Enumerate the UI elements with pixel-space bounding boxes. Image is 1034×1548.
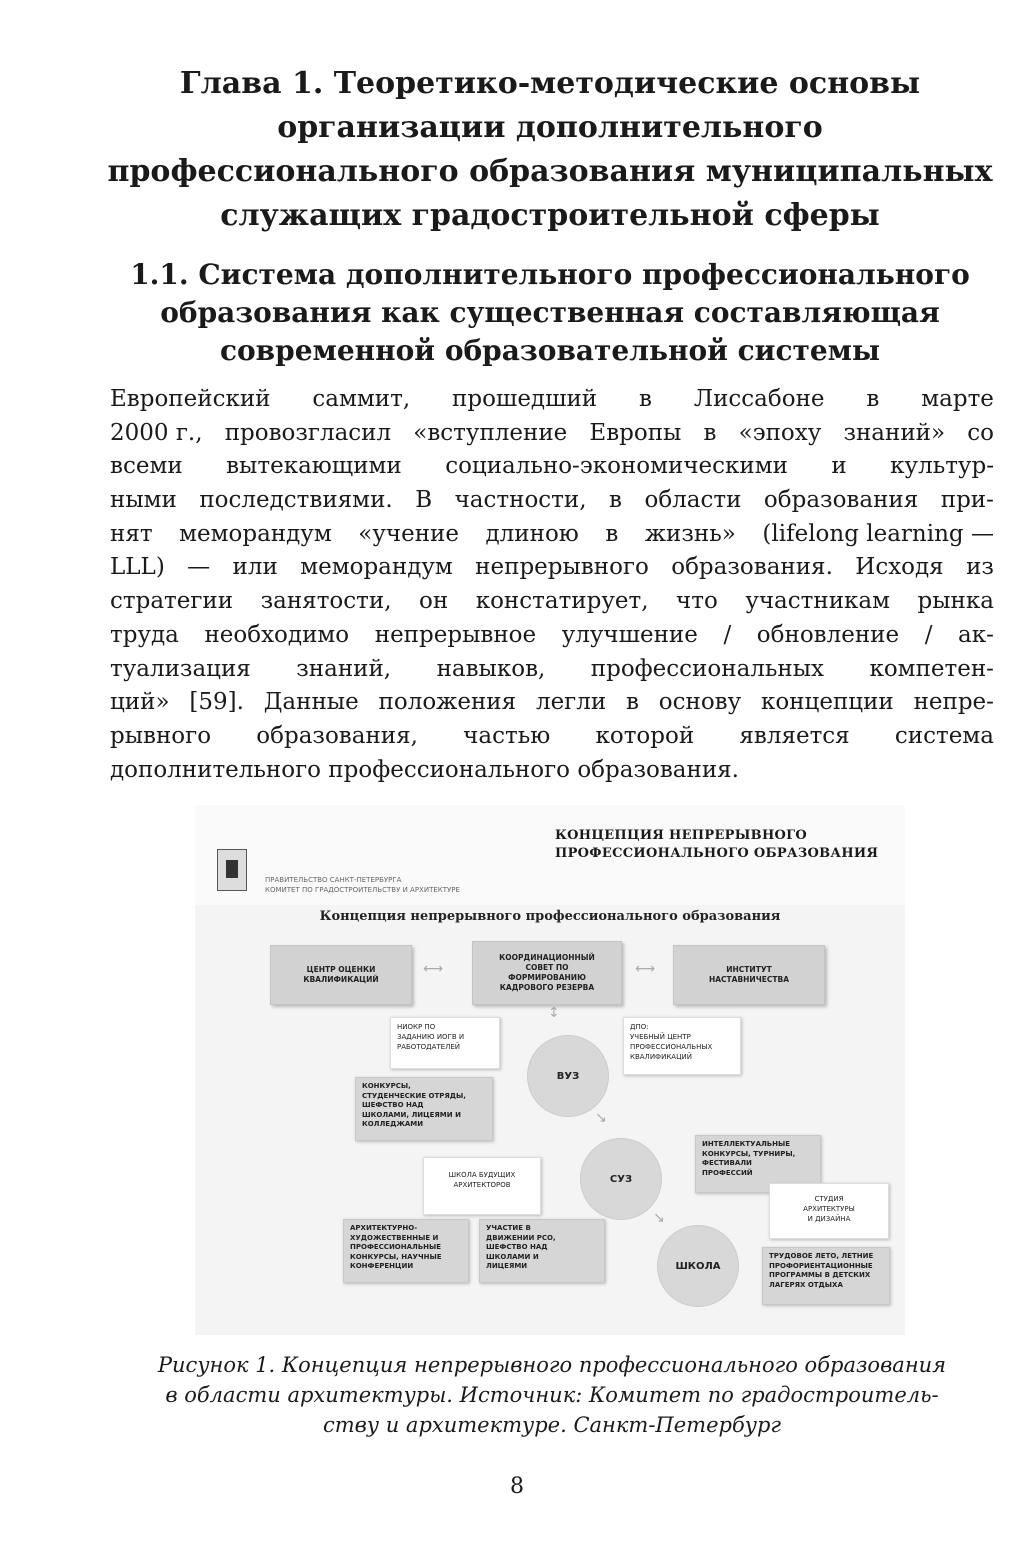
paragraph-word: вытекающими [226, 453, 402, 480]
paragraph-word: «вступление [413, 419, 568, 446]
paragraph-word: знаний, [296, 655, 392, 682]
paragraph-word: — [187, 554, 211, 581]
paragraph-line [110, 585, 994, 619]
chapter-title-line: Глава 1. Теоретико-методические основы [179, 66, 921, 101]
box-mentorship-institute: ИНСТИТУТ НАСТАВНИЧЕСТВА [673, 945, 825, 1005]
paragraph-word: / [723, 621, 732, 648]
chapter-title [100, 62, 1000, 238]
box-dpo: ДПО: УЧЕБНЫЙ ЦЕНТР ПРОФЕССИОНАЛЬНЫХ КВАЛИФИКАЦИЙ [623, 1017, 741, 1075]
paragraph-word: знаний» [843, 419, 946, 446]
paragraph-word: со [967, 419, 994, 446]
paragraph-word: рывного [110, 722, 212, 749]
paragraph-word: в [639, 386, 652, 412]
paragraph-word: непрерывного [475, 554, 649, 581]
paragraph-word: / [924, 621, 933, 648]
paragraph-word: культур- [890, 453, 994, 480]
figure-subtitle: Концепция непрерывного профессионального образования [319, 909, 781, 924]
paragraph-word: система [894, 722, 994, 749]
paragraph-line [110, 484, 994, 518]
paragraph-word: в [626, 689, 639, 716]
paragraph-line [110, 619, 994, 653]
diagonal-arrow-icon: ↘ [653, 1210, 665, 1226]
paragraph-word: участникам [745, 588, 891, 615]
paragraph-word: в [866, 386, 880, 412]
paragraph-word: марте [921, 386, 994, 412]
paragraph-word: концепции [761, 689, 894, 716]
paragraph-word: и [831, 453, 847, 480]
chapter-title-line: служащих градостроительной сферы [220, 198, 880, 233]
section-title-line: образования как существенная составляющая [160, 296, 940, 329]
box-niokr: НИОКР ПО ЗАДАНИЮ ИОГВ И РАБОТОДАТЕЛЕЙ [390, 1017, 500, 1069]
paragraph-word: ций» [110, 689, 170, 716]
box-contests: КОНКУРСЫ, СТУДЕНЧЕСКИЕ ОТРЯДЫ, ШЕФСТВО НАД ШКОЛАМИ, ЛИЦЕЯМИ И КОЛЛЕДЖАМИ [355, 1077, 493, 1141]
paragraph-word: дополнительного профессионального образования. [110, 756, 739, 783]
paragraph-word: легли [535, 689, 607, 716]
paragraph-word: при- [940, 487, 994, 514]
section-title-line: 1.1. Система дополнительного профессионального [130, 258, 970, 291]
paragraph-word: он [419, 588, 449, 615]
paragraph-word: «эпоху [738, 419, 822, 446]
paragraph-word: социально-экономическими [445, 453, 788, 480]
paragraph-word: непрерывное [374, 621, 537, 648]
box-arch-contests: АРХИТЕКТУРНО- ХУДОЖЕСТВЕННЫЕ И ПРОФЕССИОНАЛЬНЫЕ КОНКУРСЫ, НАУЧНЫЕ КОНФЕРЕНЦИИ [343, 1219, 469, 1283]
paragraph-word: области [644, 487, 742, 514]
paragraph-word: Данные [263, 689, 359, 716]
paragraph-word: Европы [589, 419, 682, 446]
paragraph-line [110, 653, 994, 687]
paragraph-word: частью [463, 722, 551, 749]
box-studio: СТУДИЯ АРХИТЕКТУРЫ И ДИЗАЙНА [769, 1183, 889, 1239]
paragraph-word: меморандум [179, 520, 332, 547]
paragraph-word: в [605, 520, 619, 547]
paragraph-word: 2000 г., [110, 419, 203, 446]
paragraph-word: или [232, 554, 278, 581]
paragraph-word: образования [763, 487, 919, 514]
double-arrow-icon: ⟷ [423, 961, 444, 977]
paragraph-word: туализация [110, 655, 251, 682]
paragraph-word: стратегии [110, 588, 234, 615]
vertical-arrow-icon: ↕ [548, 1005, 560, 1021]
paragraph-word: рынка [917, 588, 994, 615]
paragraph-line [110, 686, 994, 720]
paragraph-word: LLL) [110, 554, 165, 581]
paragraph-word: труда [110, 621, 179, 648]
paragraph-line [110, 383, 994, 417]
paragraph-word: образования, [256, 722, 418, 749]
paragraph-word: основу [658, 689, 742, 716]
paragraph-word: «учение [358, 520, 459, 547]
paragraph-word: [59]. [189, 689, 244, 716]
caption-line: в области архитектуры. Источник: Комитет по градостроитель- [165, 1383, 939, 1407]
box-future-architects: ШКОЛА БУДУЩИХ АРХИТЕКТОРОВ [423, 1157, 541, 1215]
paragraph-line [110, 518, 994, 552]
paragraph-line [110, 450, 994, 484]
paragraph-word: прошедший [452, 386, 598, 412]
paragraph-word: необходимо [204, 621, 350, 648]
box-rso: УЧАСТИЕ В ДВИЖЕНИИ РСО, ШЕФСТВО НАД ШКОЛАМИ И ЛИЦЕЯМИ [479, 1219, 605, 1283]
paragraph-word: что [676, 588, 718, 615]
section-title-line: современной образовательной системы [219, 334, 881, 367]
box-coordination-council: КООРДИНАЦИОННЫЙ СОВЕТ ПО ФОРМИРОВАНИЮ КАДРОВОГО РЕЗЕРВА [472, 941, 622, 1005]
paragraph-word: ными [110, 487, 177, 514]
circle-suz: СУЗ [580, 1138, 662, 1220]
paragraph-word: компетен- [869, 655, 994, 682]
chapter-title-line: профессионального образования муниципальных [107, 154, 993, 189]
paragraph-word: жизнь» [644, 520, 736, 547]
paragraph-line [110, 417, 994, 451]
box-intellectual-contests: ИНТЕЛЛЕКТУАЛЬНЫЕ КОНКУРСЫ, ТУРНИРЫ, ФЕСТИВАЛИ ПРОФЕССИЙ [695, 1135, 821, 1193]
paragraph-word: которой [595, 722, 695, 749]
paragraph-word: непре- [913, 689, 994, 716]
figure-gov-label: ПРАВИТЕЛЬСТВО САНКТ-ПЕТЕРБУРГА КОМИТЕТ ПО ГРАДОСТРОИТЕЛЬСТВУ И АРХИТЕКТУРЕ [265, 876, 460, 894]
paragraph-line [110, 754, 994, 788]
paragraph-line [110, 551, 994, 585]
page-number: 8 [510, 1474, 524, 1499]
paragraph-word: Европейский [110, 386, 271, 412]
paragraph-word: обновление [756, 621, 900, 648]
circle-vuz: ВУЗ [527, 1035, 609, 1117]
paragraph-line [110, 720, 994, 754]
paragraph-word: саммит, [312, 386, 411, 412]
paragraph-word: в [703, 419, 717, 446]
paragraph-word: образования. [671, 554, 833, 581]
paragraph-word: меморандум [300, 554, 453, 581]
paragraph-word: ак- [958, 621, 994, 648]
diagonal-arrow-icon: ↘ [595, 1110, 607, 1126]
paragraph-word: в [609, 487, 622, 514]
paragraph-word: констатирует, [475, 588, 649, 615]
figure-header-title: КОНЦЕПЦИЯ НЕПРЕРЫВНОГО ПРОФЕССИОНАЛЬНОГО ОБРАЗОВАНИЯ [555, 828, 879, 861]
paragraph-word: профессиональных [590, 655, 825, 682]
section-title [100, 256, 1000, 370]
paragraph-word: провозгласил [224, 419, 392, 446]
chapter-title-line: организации дополнительного [277, 110, 823, 145]
paragraph-word: частности, [454, 487, 587, 514]
circle-school: ШКОЛА [657, 1225, 739, 1307]
paragraph-word: длиною [485, 520, 579, 547]
body-paragraph [110, 383, 994, 787]
caption-line: ству и архитектуре. Санкт-Петербург [322, 1413, 782, 1437]
figure-diagram [195, 805, 905, 1335]
paragraph-word: Лиссабоне [693, 386, 825, 412]
double-arrow-icon: ⟷ [635, 961, 656, 977]
paragraph-word: навыков, [436, 655, 546, 682]
paragraph-word: является [739, 722, 850, 749]
paragraph-word: (lifelong learning — [762, 520, 994, 547]
paragraph-word: всеми [110, 453, 183, 480]
paragraph-word: последствиями. [199, 487, 393, 514]
paragraph-word: нят [110, 520, 153, 547]
box-summer-programs: ТРУДОВОЕ ЛЕТО, ЛЕТНИЕ ПРОФОРИЕНТАЦИОННЫЕ ПРОГРАММЫ В ДЕТСКИХ ЛАГЕРЯХ ОТДЫХА [762, 1247, 890, 1305]
coat-of-arms-icon [217, 849, 247, 891]
paragraph-word: положения [378, 689, 517, 716]
paragraph-word: улучшение [561, 621, 698, 648]
paragraph-word: Исходя [855, 554, 944, 581]
paragraph-word: из [966, 554, 994, 581]
paragraph-word: занятости, [260, 588, 392, 615]
figure-caption [110, 1350, 994, 1440]
caption-line: Рисунок 1. Концепция непрерывного профессионального образования [157, 1353, 947, 1377]
paragraph-word: В [415, 487, 433, 514]
box-center-eval: ЦЕНТР ОЦЕНКИ КВАЛИФИКАЦИЙ [270, 945, 412, 1005]
